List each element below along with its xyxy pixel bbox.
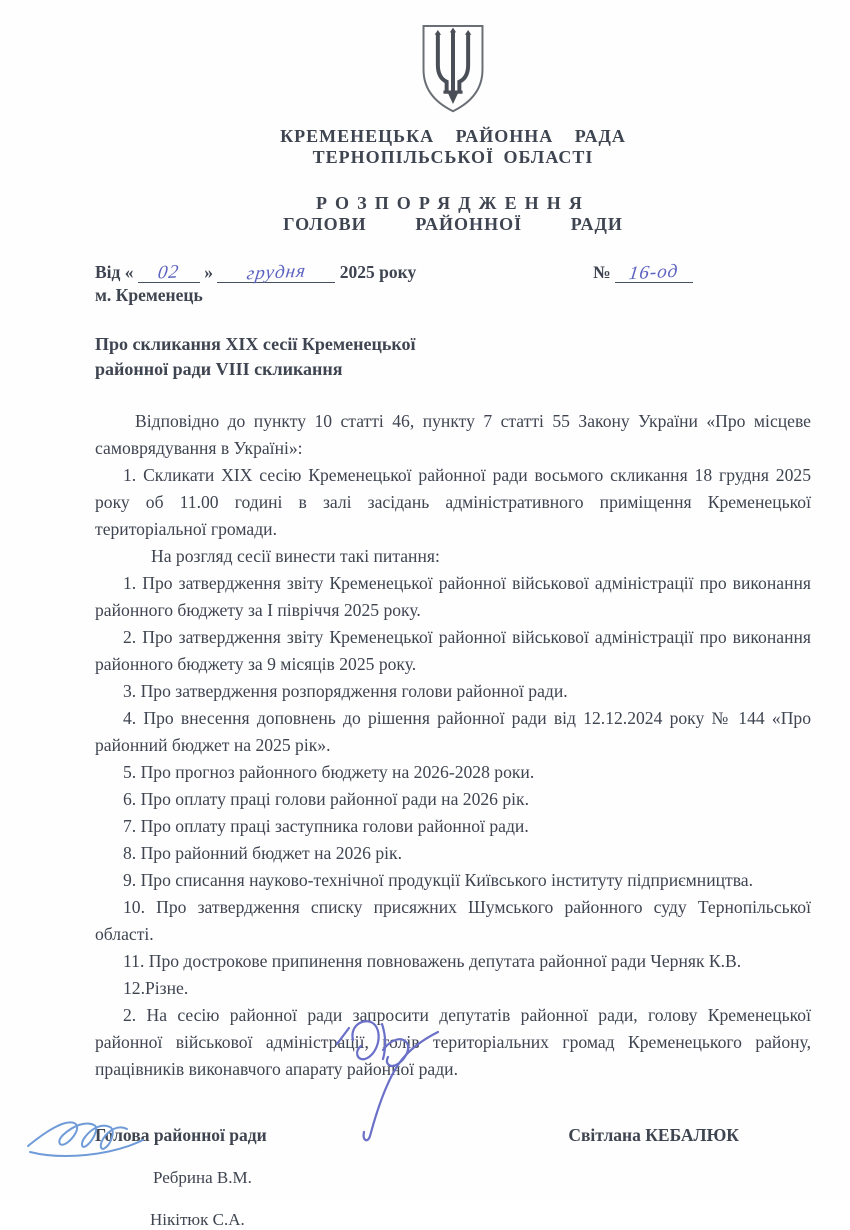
agenda-item-9: 9. Про списання науково-технічної продукції Київського інституту підприємництва. [123, 869, 754, 890]
org-name-line2: ТЕРНОПІЛЬСЬКОЇ ОБЛАСТІ [312, 147, 594, 167]
number-label: № [593, 262, 611, 282]
date-day-blank [138, 263, 200, 283]
document-content [95, 0, 811, 1230]
signature-row [95, 1125, 811, 1146]
number-line [593, 262, 693, 283]
document-author-title: ГОЛОВИ РАЙОННОЇ РАДИ [283, 214, 623, 234]
document-type-title: РОЗПОРЯДЖЕННЯ [316, 193, 590, 213]
agenda-item-7: 7. Про оплату праці заступника голови районної ради. [123, 815, 529, 836]
agenda-item-3: 3. Про затвердження розпорядження голови районної ради. [123, 680, 568, 701]
org-name-line1: КРЕМЕНЕЦЬКА РАЙОННА РАДА [280, 126, 626, 146]
emblem-container [95, 22, 811, 116]
agenda-item-6: 6. Про оплату праці голови районної ради на 2026 рік. [123, 788, 529, 809]
agenda-item-1: 1. Про затвердження звіту Кременецької районної військової адміністрації про виконання районного бюджету за І півріччя 2025 року. [95, 572, 811, 620]
agenda-item-11: 11. Про дострокове припинення повноважень депутата районної ради Черняк К.В. [123, 950, 742, 971]
paragraph-legal-basis: Відповідно до пункту 10 статті 46, пункту 7 статті 55 Закону України «Про місцеве самоврядування в Україні»: [95, 410, 811, 458]
subject-line2: районної ради VIII скликання [95, 358, 343, 379]
date-quote-close: » [204, 262, 214, 282]
date-month-blank [217, 260, 335, 285]
signer-name: Світлана КЕБАЛЮК [568, 1124, 739, 1145]
agenda-item-8: 8. Про районний бюджет на 2026 рік. [123, 842, 402, 863]
document-body [95, 408, 811, 1083]
agenda-item-2: 2. Про затвердження звіту Кременецької районної військової адміністрації про виконання районного бюджету за 9 місяців 2025 року. [95, 626, 811, 674]
number-handwritten: 16-од [627, 260, 681, 285]
paragraph-invitees: 2. На сесію районної ради запросити депутатів районної ради, голову Кременецької районної військової адміністрації, голів територіальних громад Кременецького району, працівників виконавчого апарату районної ради. [95, 1004, 811, 1079]
place-line: м. Кременець [95, 285, 203, 305]
paragraph-convene: 1. Скликати XIX сесію Кременецької районної ради восьмого скликання 18 грудня 2025 року об 11.00 годині в залі засідань адміністративного приміщення Кременецької територіальної громади. [95, 464, 811, 539]
paragraph-agenda-intro: На розгляд сесії винести такі питання: [151, 545, 440, 566]
subject-line1: Про скликання XIX сесії Кременецької [95, 334, 416, 354]
date-day-handwritten: 02 [157, 261, 181, 284]
number-blank [615, 260, 693, 285]
date-line [95, 262, 416, 283]
official-rebryna: Ребрина В.М. [153, 1167, 252, 1187]
agenda-item-12: 12.Різне. [123, 977, 189, 998]
signer-title: Голова районної ради [95, 1124, 267, 1145]
agenda-item-10: 10. Про затвердження списку присяжних Шумського районного суду Тернопільської області. [95, 896, 811, 944]
ukraine-trident-emblem-icon [413, 22, 493, 116]
subject-title [95, 332, 811, 382]
official-nikitiuk: Нікітюк С.А. [150, 1209, 245, 1229]
agenda-item-5: 5. Про прогноз районного бюджету на 2026-2028 роки. [123, 761, 535, 782]
date-year: 2025 року [339, 262, 417, 282]
meta-row [95, 262, 811, 283]
agenda-item-4: 4. Про внесення доповнень до рішення районної ради від 12.12.2024 року № 144 «Про районний бюджет на 2025 рік». [95, 707, 811, 755]
date-month-handwritten: грудня [245, 260, 308, 285]
date-prefix: Від « [95, 262, 134, 282]
